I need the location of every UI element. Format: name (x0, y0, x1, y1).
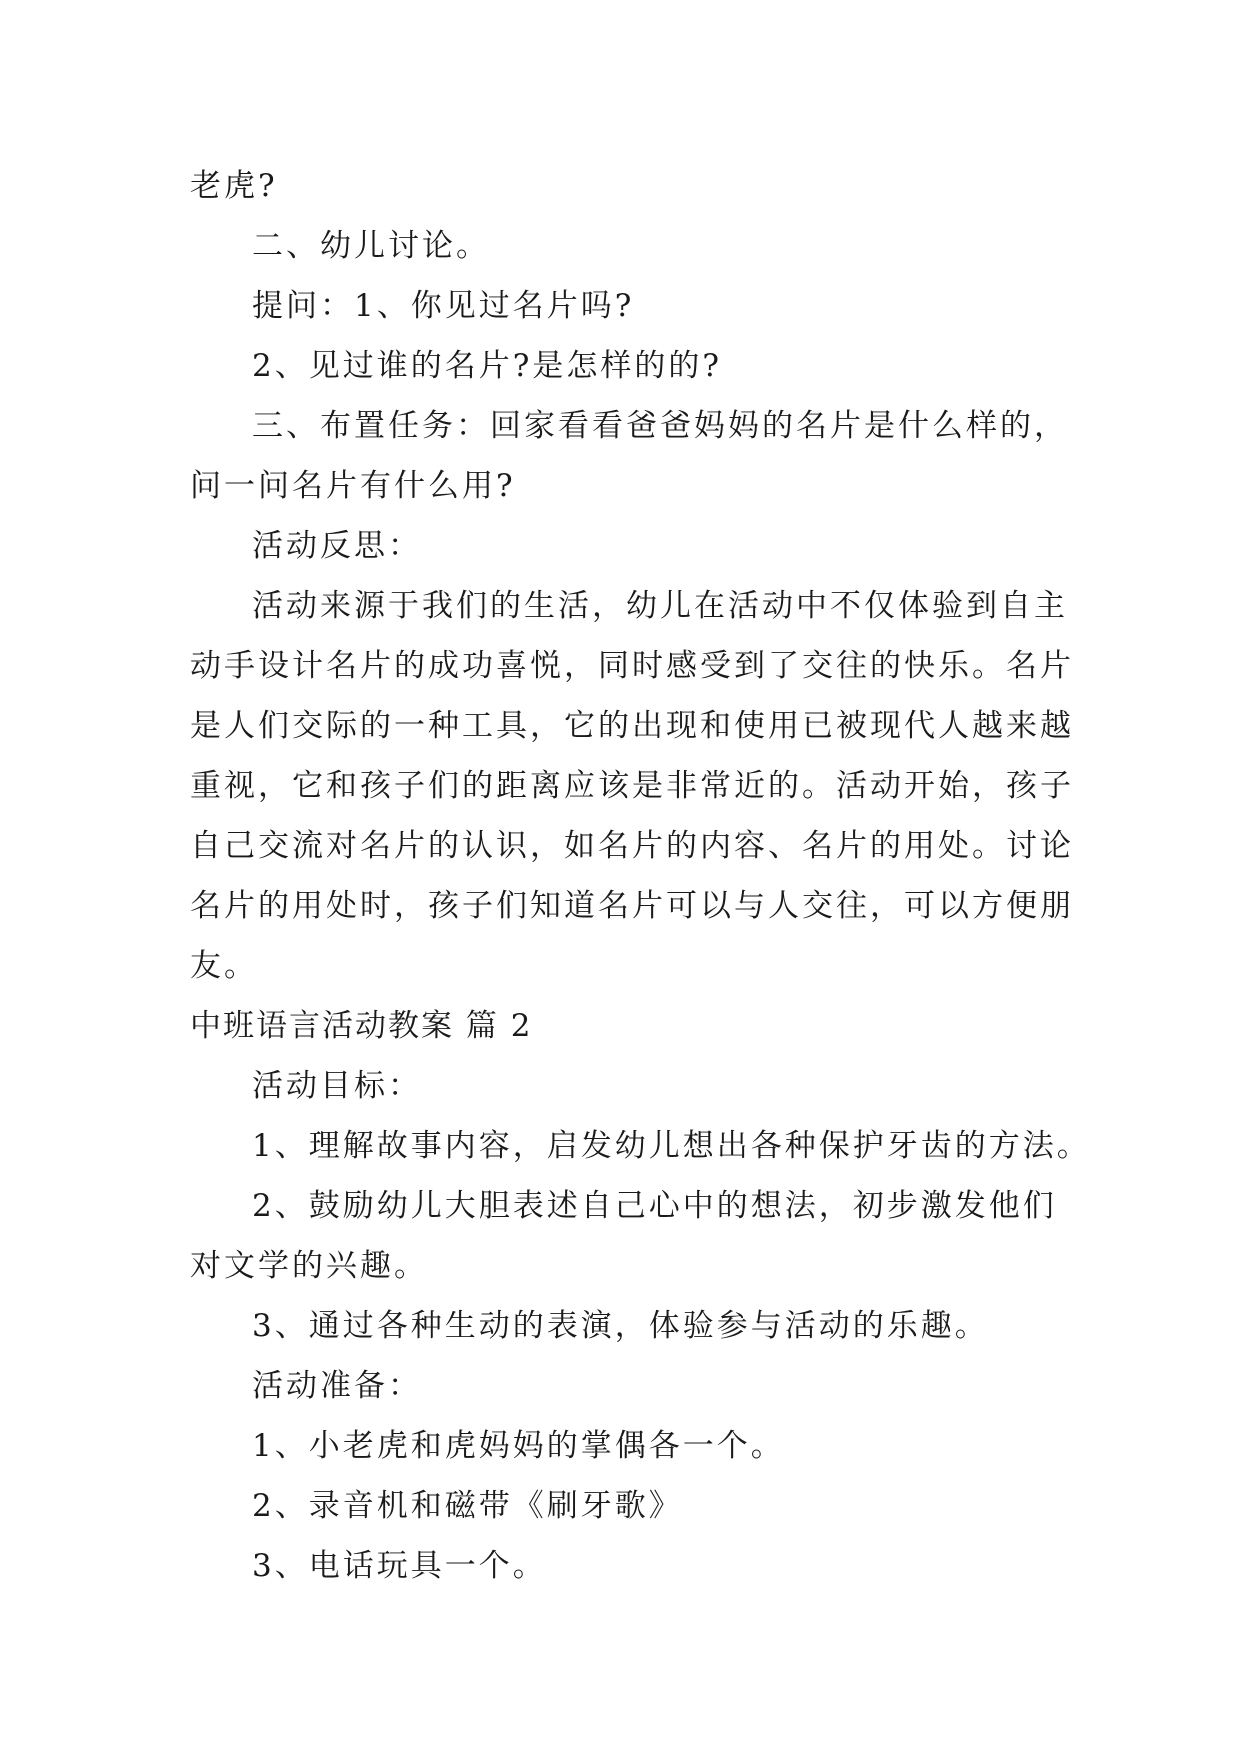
text-line: 1、理解故事内容，启发幼儿想出各种保护牙齿的方法。 (252, 1128, 1091, 1164)
section-heading: 活动目标： (252, 1068, 422, 1104)
text-line: 2、见过谁的名片?是怎样的的? (252, 348, 722, 384)
text-line: 重视，它和孩子们的距离应该是非常近的。活动开始，孩子 (190, 768, 1074, 804)
text-line: 动手设计名片的成功喜悦，同时感受到了交往的快乐。名片 (190, 648, 1074, 684)
text-line: 名片的用处时，孩子们知道名片可以与人交往，可以方便朋 (190, 888, 1074, 924)
text-line: 提问：1、你见过名片吗? (252, 288, 635, 324)
text-line: 自己交流对名片的认识，如名片的内容、名片的用处。讨论 (190, 828, 1074, 864)
text-line: 老虎? (190, 168, 278, 204)
text-line: 2、鼓励幼儿大胆表述自己心中的想法，初步激发他们 (252, 1188, 1057, 1224)
text-line: 3、通过各种生动的表演，体验参与活动的乐趣。 (252, 1308, 989, 1344)
text-line: 问一问名片有什么用? (190, 468, 516, 504)
text-line: 2、录音机和磁带《刷牙歌》 (252, 1488, 683, 1524)
text-line: 活动来源于我们的生活，幼儿在活动中不仅体验到自主 (252, 588, 1068, 624)
document-heading: 中班语言活动教案 篇 2 (190, 1008, 533, 1044)
text-line: 友。 (190, 948, 258, 984)
section-heading: 活动准备： (252, 1368, 422, 1404)
text-line: 3、电话玩具一个。 (252, 1548, 547, 1584)
section-heading: 二、幼儿讨论。 (252, 228, 490, 264)
text-line: 是人们交际的一种工具，它的出现和使用已被现代人越来越 (190, 708, 1074, 744)
text-line: 1、小老虎和虎妈妈的掌偶各一个。 (252, 1428, 785, 1464)
section-heading: 三、布置任务：回家看看爸爸妈妈的名片是什么样的， (252, 408, 1068, 444)
section-heading: 活动反思： (252, 528, 422, 564)
text-line: 对文学的兴趣。 (190, 1248, 428, 1284)
